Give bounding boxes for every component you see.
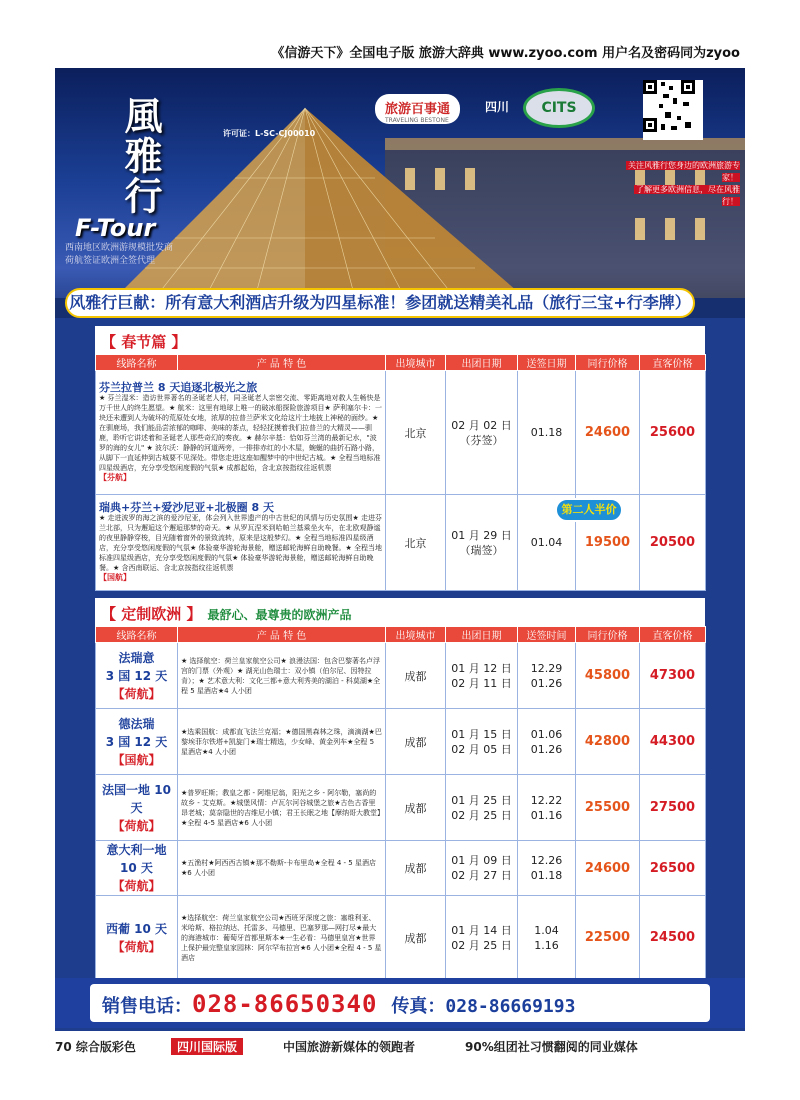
route-name: 德法瑞 (118, 716, 155, 731)
direct-price: 26500 (640, 841, 706, 896)
route-description: ★五渔村★阿西西古镇★那不勒斯-卡布里岛★全程 4 - 5 星酒店★6 人小团 (178, 841, 386, 896)
date-value: 01 月 09 日 (451, 854, 512, 867)
table-row (96, 709, 706, 775)
brand-1-text: 旅游百事通 (385, 102, 451, 117)
sales-phone[interactable]: 028-86650340 (192, 990, 378, 1018)
section-subtitle: 最舒心、最尊贵的欧洲产品 (207, 608, 352, 622)
col-header: 同行价格 (576, 627, 640, 643)
col-header: 产 品 特 色 (178, 627, 386, 643)
departure-date (446, 896, 518, 980)
logo-tagline (65, 242, 173, 268)
visa-value: 12.22 (530, 793, 563, 807)
route-name: 法瑞意 (118, 650, 155, 665)
date-value: 02 月 27 日 (451, 869, 512, 882)
route-name-cell (96, 841, 178, 896)
col-header: 线路名称 (96, 355, 178, 371)
route-description: ★ 芬兰湿米：造访世界著名的圣诞老人村，同圣诞老人亲密交流、零距离地对救人生畅快是万千世人的终生愿望。★ 航米：这里有地球上唯一的破冰船探险旅游项目★ 萨利塞尔卡：一块还未遭到人为破坏的荒原处女地，浓厚的拉普兰萨米文化给这片土地披上神秘的面纱。★ 在驯鹿场，我们能品尝浓郁的咖啡、美味的茶点，轻轻抚摸着我们拉普兰的大精灵——驯鹿，聆听它讲述着和圣诞老人那些奇幻的奏夜。★ 赫尔辛基：恰如芬兰湾的最新记水，"波罗的海的女儿" ★ 波尔沃：静静的河道两旁，一排排赤红的小木屋，蜿蜒的曲折石路小路，从脚下一直延伸到古城要不见深处。带您走进这座如醒梦中的中世纪古城。★ 全程当地标准四星级酒店，充分享受悠闲度假的气氛★ 成都起始，含北京按指纹往返机票 (99, 393, 382, 472)
peer-price: 19500 (576, 495, 640, 591)
date-value: 01 月 12 日 (451, 661, 512, 675)
col-header: 直客价格 (640, 355, 706, 371)
tagline-line-2: 荷航签证欧洲全签代理 (65, 256, 156, 266)
date-value: 02 月 02 日 (451, 418, 512, 432)
col-header: 出团日期 (446, 355, 518, 371)
contact-box (90, 984, 710, 1022)
route-description: ★选乘国航：成都直飞法兰克福；★德国黑森林之珠，滴滴湖★巴黎埃菲尔铁塔+凯旋门★瑞士精选，少女峰、黄金列车★全程 5 星酒店★4 人小团 (178, 709, 386, 775)
visa-value: 1.16 (534, 938, 559, 952)
route-name: 瑞典+芬兰+爱沙尼亚+北极圈 8 天 (99, 500, 274, 514)
table-row (96, 896, 706, 980)
visa-date (518, 709, 576, 775)
promo-banner: 风雅行巨献：所有意大利酒店升级为四星标准！参团就送精美礼品（旅行三宝+行李牌） (65, 288, 695, 318)
route-name: 西葡 10 天 (105, 921, 168, 936)
route-days: 10 天 (120, 861, 153, 875)
departure-date (446, 841, 518, 896)
custom-europe-section (95, 598, 705, 980)
route-cell (96, 371, 386, 495)
col-header: 出境城市 (386, 627, 446, 643)
date-note: （芬签） (459, 433, 504, 447)
route-description: ★选择航空：荷兰皇家航空公司★西班牙深度之旅：塞维利亚、米哈斯、格拉纳达、托雷多、马德里、巴塞罗那—网打尽★最大的海港城市：葡萄牙首都里斯本★一生必看：马德里皇宫★世界上保护最完整皇家园林：阿尔罕布拉宫★6 人小团★全程 4 - 5 星酒店 (178, 896, 386, 980)
direct-price: 27500 (640, 775, 706, 841)
route-airline: 【荷航】 (112, 686, 161, 701)
route-description: ★ 走进波罗的海之滨的爱沙尼亚，体会列入世界遗产的中古世纪的风情与历史氛围★ 走进芬兰北部，只为邂逅这个邂逅那梦的奇天。★ 从罗瓦涅米到哈帕兰基乘坐火车，在北欧观静谧的夜里静静穿梭，目光随着窗外的景致流转，原来是这般梦幻。★ 全程当地标准四星级酒店，充分享受悠闲度假的气氛★ 体验豪华游轮海景舱，赠送邮轮海鲜自助晚餐。★ 全程当地标准四星级酒店，充分享受悠闲度假的气氛★ 体验豪华游轮海景舱，赠送邮轮海鲜自助晚餐。★ 含西南联运、含北京按指纹往返机票 (99, 513, 382, 572)
footer-slogan-2: 90%组团社习惯翻阅的同业媒体 (465, 1040, 638, 1054)
edition-badge: 四川国际版 (171, 1038, 243, 1055)
departure-date (446, 709, 518, 775)
visa-value: 01.26 (530, 676, 563, 690)
visa-value: 1.04 (534, 923, 559, 937)
direct-price: 20500 (640, 495, 706, 591)
route-airline: 【荷航】 (112, 939, 161, 954)
date-value: 01 月 29 日 (451, 528, 512, 542)
col-header: 出团日期 (446, 627, 518, 643)
route-airline: 【荷航】 (112, 818, 161, 833)
qr-code (643, 80, 703, 140)
route-name-cell (96, 896, 178, 980)
peer-price: 22500 (576, 896, 640, 980)
spring-festival-section (95, 326, 705, 591)
table-row (96, 841, 706, 896)
route-name-cell (96, 643, 178, 709)
route-airline: 【芬航】 (99, 472, 131, 482)
visa-value: 01.26 (530, 742, 563, 756)
brand-cits-logo: CITS (523, 88, 595, 128)
section-title (95, 598, 705, 626)
date-value: 02 月 11 日 (451, 676, 512, 690)
visa-date: 01.04 (518, 495, 576, 591)
table-row (96, 371, 706, 495)
brand-sichuan: 四川 (485, 100, 510, 114)
logo-chinese-text: 風雅行 (118, 96, 163, 216)
table-header-row (96, 627, 706, 643)
fengyaxing-logo (65, 96, 265, 266)
magazine-header: 《信游天下》全国电子版 旅游大辞典 www.zyoo.com 用户名及密码同为zyoo (271, 46, 740, 61)
route-description: ★ 选择航空：荷兰皇家航空公司★ 浪漫法国：包含巴黎著名卢浮宫的门票（外观）★ 湖光山色瑞士：双小镇（伯尔尼、因特拉肯）；★ 艺术意大利：文化三都+意大利秀美的湖泊 - 科莫湖★全程 5 星酒店★4 人小团 (178, 643, 386, 709)
contact-bar (55, 978, 745, 1028)
col-header: 直客价格 (640, 627, 706, 643)
fax-number: 028-86669193 (445, 996, 576, 1017)
departure-city: 成都 (386, 896, 446, 980)
route-name: 法国一地 10 (102, 782, 171, 797)
date-value: 01 月 25 日 (451, 793, 512, 807)
spring-festival-table (95, 354, 706, 591)
date-note: （瑞签） (459, 543, 504, 557)
direct-price: 24500 (640, 896, 706, 980)
departure-city: 北京 (386, 495, 446, 591)
visa-date: 01.18 (518, 371, 576, 495)
section-title-text: 【 定制欧洲 】 (101, 605, 202, 623)
table-row (96, 643, 706, 709)
hero-banner (55, 68, 745, 318)
peer-price: 45800 (576, 643, 640, 709)
footer-slogan-1: 中国旅游新媒体的领跑者 (283, 1040, 416, 1054)
date-value: 02 月 25 日 (451, 938, 512, 952)
route-cell (96, 495, 386, 591)
route-days: 3 国 12 天 (105, 734, 168, 749)
brand-1-subtext: TRAVELING BESTONE (385, 117, 449, 124)
date-value: 01 月 15 日 (451, 727, 512, 741)
route-description: ★普罗旺斯；教皇之都 - 阿维尼翁，阳光之乡 - 阿尔勒，塞尚的故乡 - 艾克斯。★城堡风情：卢瓦尔河谷城堡之旅★古色古香里昂老城；莫奈隐世的吉维尼小镇；君王长眠之地【摩纳哥大教堂】★全程 4-5 星酒店★6 人小团 (178, 775, 386, 841)
visa-date (518, 841, 576, 896)
visa-date (518, 896, 576, 980)
fax-label: 传真： (391, 996, 446, 1017)
route-airline: 【国航】 (112, 752, 161, 767)
col-header: 同行价格 (576, 355, 640, 371)
tagline-line-1: 西南地区欧洲游规模批发商 (65, 243, 174, 253)
page-number: 70 综合版彩色 (55, 1040, 136, 1054)
col-header: 线路名称 (96, 627, 178, 643)
visa-value: 01.18 (530, 869, 563, 882)
departure-city: 成都 (386, 775, 446, 841)
visa-date (518, 775, 576, 841)
half-price-bubble: 第二人半价 (555, 498, 623, 522)
route-days: 天 (130, 800, 143, 815)
section-title: 【 春节篇 】 (101, 333, 187, 351)
logo-english-text: F-Tour (75, 214, 156, 242)
direct-price: 25600 (640, 371, 706, 495)
direct-price: 47300 (640, 643, 706, 709)
page-footer (55, 1038, 745, 1058)
brand-logo-bestone (375, 94, 460, 124)
qr-note-2: 了解更多欧洲信息，尽在风雅行！ (636, 185, 740, 206)
departure-date (446, 775, 518, 841)
peer-price: 42800 (576, 709, 640, 775)
table-row (96, 775, 706, 841)
direct-price: 44300 (640, 709, 706, 775)
col-header: 产 品 特 色 (178, 355, 386, 371)
ad-page (55, 68, 745, 1031)
departure-city: 北京 (386, 371, 446, 495)
departure-city: 成都 (386, 841, 446, 896)
route-airline: 【国航】 (99, 572, 131, 582)
route-name-cell (96, 709, 178, 775)
departure-date (446, 643, 518, 709)
visa-value: 12.29 (530, 661, 563, 675)
peer-price: 25500 (576, 775, 640, 841)
peer-price: 24600 (576, 371, 640, 495)
col-header: 出境城市 (386, 355, 446, 371)
route-name: 芬兰拉普兰 8 天追逐北极光之旅 (99, 380, 258, 394)
table-header-row (96, 355, 706, 371)
peer-price: 24600 (576, 841, 640, 896)
visa-value: 01.06 (530, 727, 563, 741)
col-header: 送签时间 (518, 627, 576, 643)
departure-city: 成都 (386, 643, 446, 709)
visa-date (518, 643, 576, 709)
qr-note-1: 关注风雅行您身边的欧洲旅游专家！ (628, 161, 740, 182)
departure-date (446, 371, 518, 495)
date-value: 02 月 05 日 (451, 742, 512, 756)
visa-value: 01.16 (530, 808, 563, 822)
route-airline: 【荷航】 (112, 879, 161, 893)
phone-label: 销售电话： (102, 996, 192, 1017)
route-days: 3 国 12 天 (105, 668, 168, 683)
date-value: 02 月 25 日 (451, 808, 512, 822)
col-header: 送签日期 (518, 355, 576, 371)
qr-note (620, 160, 740, 208)
visa-value: 12.26 (530, 854, 563, 867)
departure-date (446, 495, 518, 591)
date-value: 01 月 14 日 (451, 923, 512, 937)
license-number: 许可证：L-SC-CJ00010 (223, 129, 316, 138)
route-name-cell (96, 775, 178, 841)
custom-europe-table (95, 626, 706, 980)
route-name: 意大利一地 (106, 843, 167, 857)
departure-city: 成都 (386, 709, 446, 775)
qr-code-icon (643, 80, 695, 132)
